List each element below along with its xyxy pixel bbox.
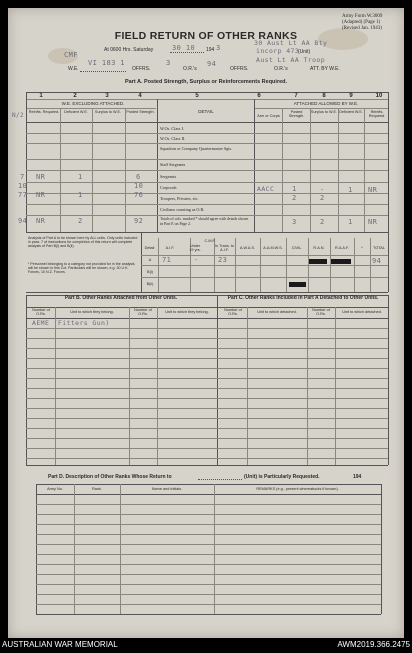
part-d-head: Rank.	[92, 487, 102, 491]
typed-value: 2	[320, 218, 325, 226]
ors2-label: O.R.'s	[274, 66, 288, 72]
rule	[307, 307, 308, 465]
ruled-line	[36, 564, 381, 565]
rule	[141, 232, 142, 292]
unit-typed: Aust Lt AA Troop	[256, 56, 326, 64]
typed-value: 3	[292, 218, 297, 226]
footer-bar	[0, 638, 412, 653]
typed-value: 1	[292, 185, 297, 193]
ruled-line	[26, 408, 388, 409]
typed-value: NR	[368, 218, 378, 226]
rule	[388, 295, 389, 465]
part-b-head: Number of O.Rs.	[32, 308, 50, 317]
margin-note: N/2	[12, 112, 25, 119]
ruled-line	[36, 524, 381, 525]
rule	[26, 182, 388, 183]
part-b-title: Part B. Other Ranks Attached from Other Units.	[64, 295, 178, 301]
part-d-unit: (Unit) is Particularly Requested.	[244, 474, 320, 480]
part-b-head: Number of O.Rs.	[134, 308, 152, 317]
rule	[36, 494, 381, 495]
form-title: FIELD RETURN OF OTHER RANKS	[114, 30, 298, 42]
ruled-line	[36, 514, 381, 515]
analysis-head: A.I.F.	[165, 246, 175, 250]
part-d-year: 194	[353, 474, 362, 480]
rule	[26, 295, 27, 465]
col-head: Reinfts. Required.	[28, 110, 60, 114]
col-head: Posted Strength.	[126, 110, 155, 114]
analysis-head: Under 19 yrs.	[189, 244, 201, 253]
typed-value: NR	[36, 191, 46, 199]
form-sheet	[8, 8, 404, 638]
detail-row: Sergeants	[160, 174, 177, 179]
col-head: Posted Strength.	[288, 110, 305, 119]
col-head-detail: DETAIL	[198, 109, 214, 114]
typed-value: 7	[20, 173, 25, 181]
analysis-head: A.W.A.S.	[239, 246, 256, 250]
ors-typed: 94	[207, 60, 217, 68]
part-b-head: Unit to which they belong.	[165, 310, 209, 314]
rule	[141, 265, 388, 266]
analysis-head: TOTAL	[373, 246, 385, 250]
form-ref-line: Army Form W.3009	[342, 14, 383, 19]
analysis-head: C.M.F.	[204, 239, 216, 243]
rule	[26, 465, 388, 466]
rule	[26, 170, 388, 171]
col-head: Arm or Corps	[257, 114, 280, 118]
analysis-head: *	[361, 246, 363, 250]
ruled-line	[26, 438, 388, 439]
rule	[335, 307, 336, 465]
typed-value: NR	[368, 186, 378, 194]
rule	[26, 204, 388, 205]
analysis-note-2: * Personnel belonging to a category not provided for in the analysis will be shown in this Col. Particulars will be shown, e.g. 30 U.K. Forces, 10 N.Z. Forces.	[28, 262, 135, 274]
rule	[36, 614, 381, 615]
year-label: 194	[206, 47, 215, 53]
col-number: 1	[39, 93, 43, 99]
detail-row: Corporals	[160, 185, 177, 190]
ruled-line	[36, 544, 381, 545]
ruled-line	[26, 428, 388, 429]
detail-row: W.Os. Class II.	[160, 136, 186, 141]
rule	[36, 484, 381, 485]
part-b-head: Unit to which they belong.	[70, 310, 114, 314]
typed-value: 1	[348, 186, 353, 194]
footer-right: AWM2019.366.2475	[337, 640, 410, 649]
ruled-line	[26, 338, 388, 339]
rule	[26, 215, 388, 216]
detail-row: Troopers, Privates, etc.	[160, 196, 199, 201]
col-number: 10	[375, 93, 383, 99]
part-b-typed: AEME (Fitters Gun)	[32, 319, 110, 327]
rule	[217, 295, 218, 465]
col-number: 3	[105, 93, 109, 99]
ruled-line	[36, 554, 381, 555]
typed-value: 94	[372, 257, 382, 265]
offrs2-label: OFFRS.	[230, 66, 249, 72]
ruled-line	[36, 534, 381, 535]
group-att: ATTACHED ALLOWED BY W.E.	[293, 101, 359, 106]
part-d-head: Army No.	[47, 487, 63, 491]
blacked-cell	[289, 282, 306, 287]
typed-value: 23	[218, 256, 228, 264]
typed-value: -	[320, 186, 325, 194]
ruled-line	[26, 458, 388, 459]
rule	[247, 307, 248, 465]
ruled-line	[36, 504, 381, 505]
detail-row: Civilians counting as O.R.	[160, 207, 205, 212]
unit-typed: 30 Aust Lt AA Bty	[254, 39, 328, 47]
unit-typed: incorp 473	[256, 47, 300, 55]
rule	[26, 99, 388, 100]
typed-value: AACC	[257, 185, 275, 193]
col-number: 7	[294, 93, 298, 99]
analysis-head: R.A.N.	[313, 246, 325, 250]
ruled-line	[26, 378, 388, 379]
rule	[141, 255, 388, 256]
ors-label: O.R.'s	[183, 66, 197, 72]
analysis-row: B(i)	[147, 270, 153, 274]
col-head: Reinfts. Required.	[368, 110, 386, 119]
typed-value: -	[194, 256, 199, 264]
ruled-line	[36, 594, 381, 595]
rule	[254, 99, 255, 232]
part-d-head: REMARKS (e.g., present whereabouts if known).	[256, 487, 339, 491]
group-we: W.E. EXCLUDING ATTACHED.	[61, 101, 125, 106]
rule	[26, 133, 388, 134]
col-head: Surplus to W.E.	[94, 110, 122, 114]
typed-value: 76	[134, 191, 144, 199]
analysis-head: CIVIL.	[291, 246, 303, 250]
part-c-head: Unit to which detached.	[257, 310, 297, 314]
col-head: Surplus to W.E.	[310, 110, 338, 114]
typed-value: 2	[292, 194, 297, 202]
part-c-head: Unit to which detached.	[342, 310, 382, 314]
rule	[254, 108, 388, 109]
analysis-head: In Trans. to A.I.F.	[215, 244, 234, 253]
typed-value: 2	[320, 194, 325, 202]
we-line	[80, 71, 126, 72]
part-d-line	[198, 479, 242, 480]
rule	[26, 92, 27, 232]
col-number: 6	[257, 93, 261, 99]
detail-row: W.Os. Class I.	[160, 126, 184, 131]
detail-row: Totals of cols. marked * should agree with details shown in Part E on Page 2.	[160, 217, 249, 226]
cmf-typed: CMF	[64, 51, 78, 59]
analysis-head: A.A.M.W.S.	[263, 246, 283, 250]
ruled-line	[26, 368, 388, 369]
rule	[26, 108, 156, 109]
analysis-head: Detail	[144, 246, 155, 250]
rule	[55, 307, 56, 465]
analysis-note: Analysis of Part A to be shown here by ALL units. Only units included in para. 7 of instructions for completion of this return will complete analysis of Part B(i) and B(ii).	[28, 236, 138, 248]
col-head: Deficient W.E.	[64, 110, 88, 114]
col-number: 4	[138, 93, 142, 99]
col-number: 8	[322, 93, 326, 99]
rule	[26, 122, 388, 123]
offrs-label: OFFRS.	[132, 66, 151, 72]
col-number: 2	[73, 93, 77, 99]
ruled-line	[26, 418, 388, 419]
ruled-line	[26, 448, 388, 449]
blacked-cell	[309, 259, 327, 264]
typed-value: 94	[18, 217, 28, 225]
typed-value: 92	[134, 217, 144, 225]
part-a-title: Part A. Posted Strength, Surplus or Reinforcements Required.	[124, 79, 288, 85]
rule	[388, 92, 389, 292]
rule	[381, 484, 382, 614]
part-c-title: Part C. Other Ranks Included in Part A Detached to Other Units.	[227, 295, 379, 301]
ruled-line	[26, 358, 388, 359]
typed-value: 1	[348, 218, 353, 226]
typed-value: 10	[134, 182, 144, 190]
ruled-line	[26, 388, 388, 389]
form-ref-line: (Revised Jan. 1943)	[342, 26, 382, 31]
detail-row: Squadron or Company Quartermaster Sgts.	[160, 146, 233, 151]
footer-left: AUSTRALIAN WAR MEMORIAL	[2, 640, 118, 649]
date-typed: 30 10	[172, 44, 196, 52]
rule	[157, 307, 158, 465]
typed-value: NR	[36, 173, 46, 181]
form-ref-line: (Adapted) (Page 1)	[342, 20, 381, 25]
typed-value: 10	[18, 182, 28, 190]
blacked-cell	[331, 259, 351, 264]
unit-label: (Unit)	[298, 49, 311, 55]
ruled-line	[36, 574, 381, 575]
analysis-head: R.A.A.F.	[335, 246, 349, 250]
col-number: 5	[195, 93, 199, 99]
analysis-row: A	[148, 258, 152, 262]
ruled-line	[26, 348, 388, 349]
typed-value: 71	[162, 256, 172, 264]
typed-value: 6	[136, 173, 141, 181]
ruled-line	[26, 398, 388, 399]
typed-value: 77	[18, 191, 28, 199]
rule	[26, 143, 388, 144]
part-c-head: Number of O.Rs.	[312, 308, 330, 317]
typed-value: 1	[78, 191, 83, 199]
we-label: W.E.	[68, 66, 79, 72]
analysis-row: B(ii)	[146, 282, 154, 286]
typed-value: NR	[36, 217, 46, 225]
att-label: ATT. BY W.E.	[310, 66, 340, 72]
part-d-title: Part D. Description of Other Ranks Whose Return to	[48, 474, 172, 480]
year-typed: 3	[216, 44, 221, 52]
col-head: Deficient W.E.	[339, 110, 363, 114]
col-number: 9	[349, 93, 353, 99]
rule	[157, 99, 158, 232]
ruled-line	[26, 328, 388, 329]
rule	[26, 232, 388, 233]
part-c-head: Number of O.Rs.	[224, 308, 242, 317]
rule	[141, 277, 388, 278]
detail-row: Staff Sergeants	[160, 162, 186, 167]
rule	[26, 292, 388, 293]
rule	[129, 307, 130, 465]
date-line	[170, 52, 204, 53]
offrs-typed: 3	[166, 59, 171, 67]
part-d-head: Name and Initials.	[151, 487, 183, 491]
ruled-line	[36, 604, 381, 605]
rule	[26, 159, 388, 160]
typed-value: 1	[78, 173, 83, 181]
at-label: At 0600 Hrs. Saturday	[104, 47, 154, 53]
typed-value: 2	[78, 217, 83, 225]
we-typed: VI 183 1	[88, 59, 125, 67]
ruled-line	[36, 584, 381, 585]
